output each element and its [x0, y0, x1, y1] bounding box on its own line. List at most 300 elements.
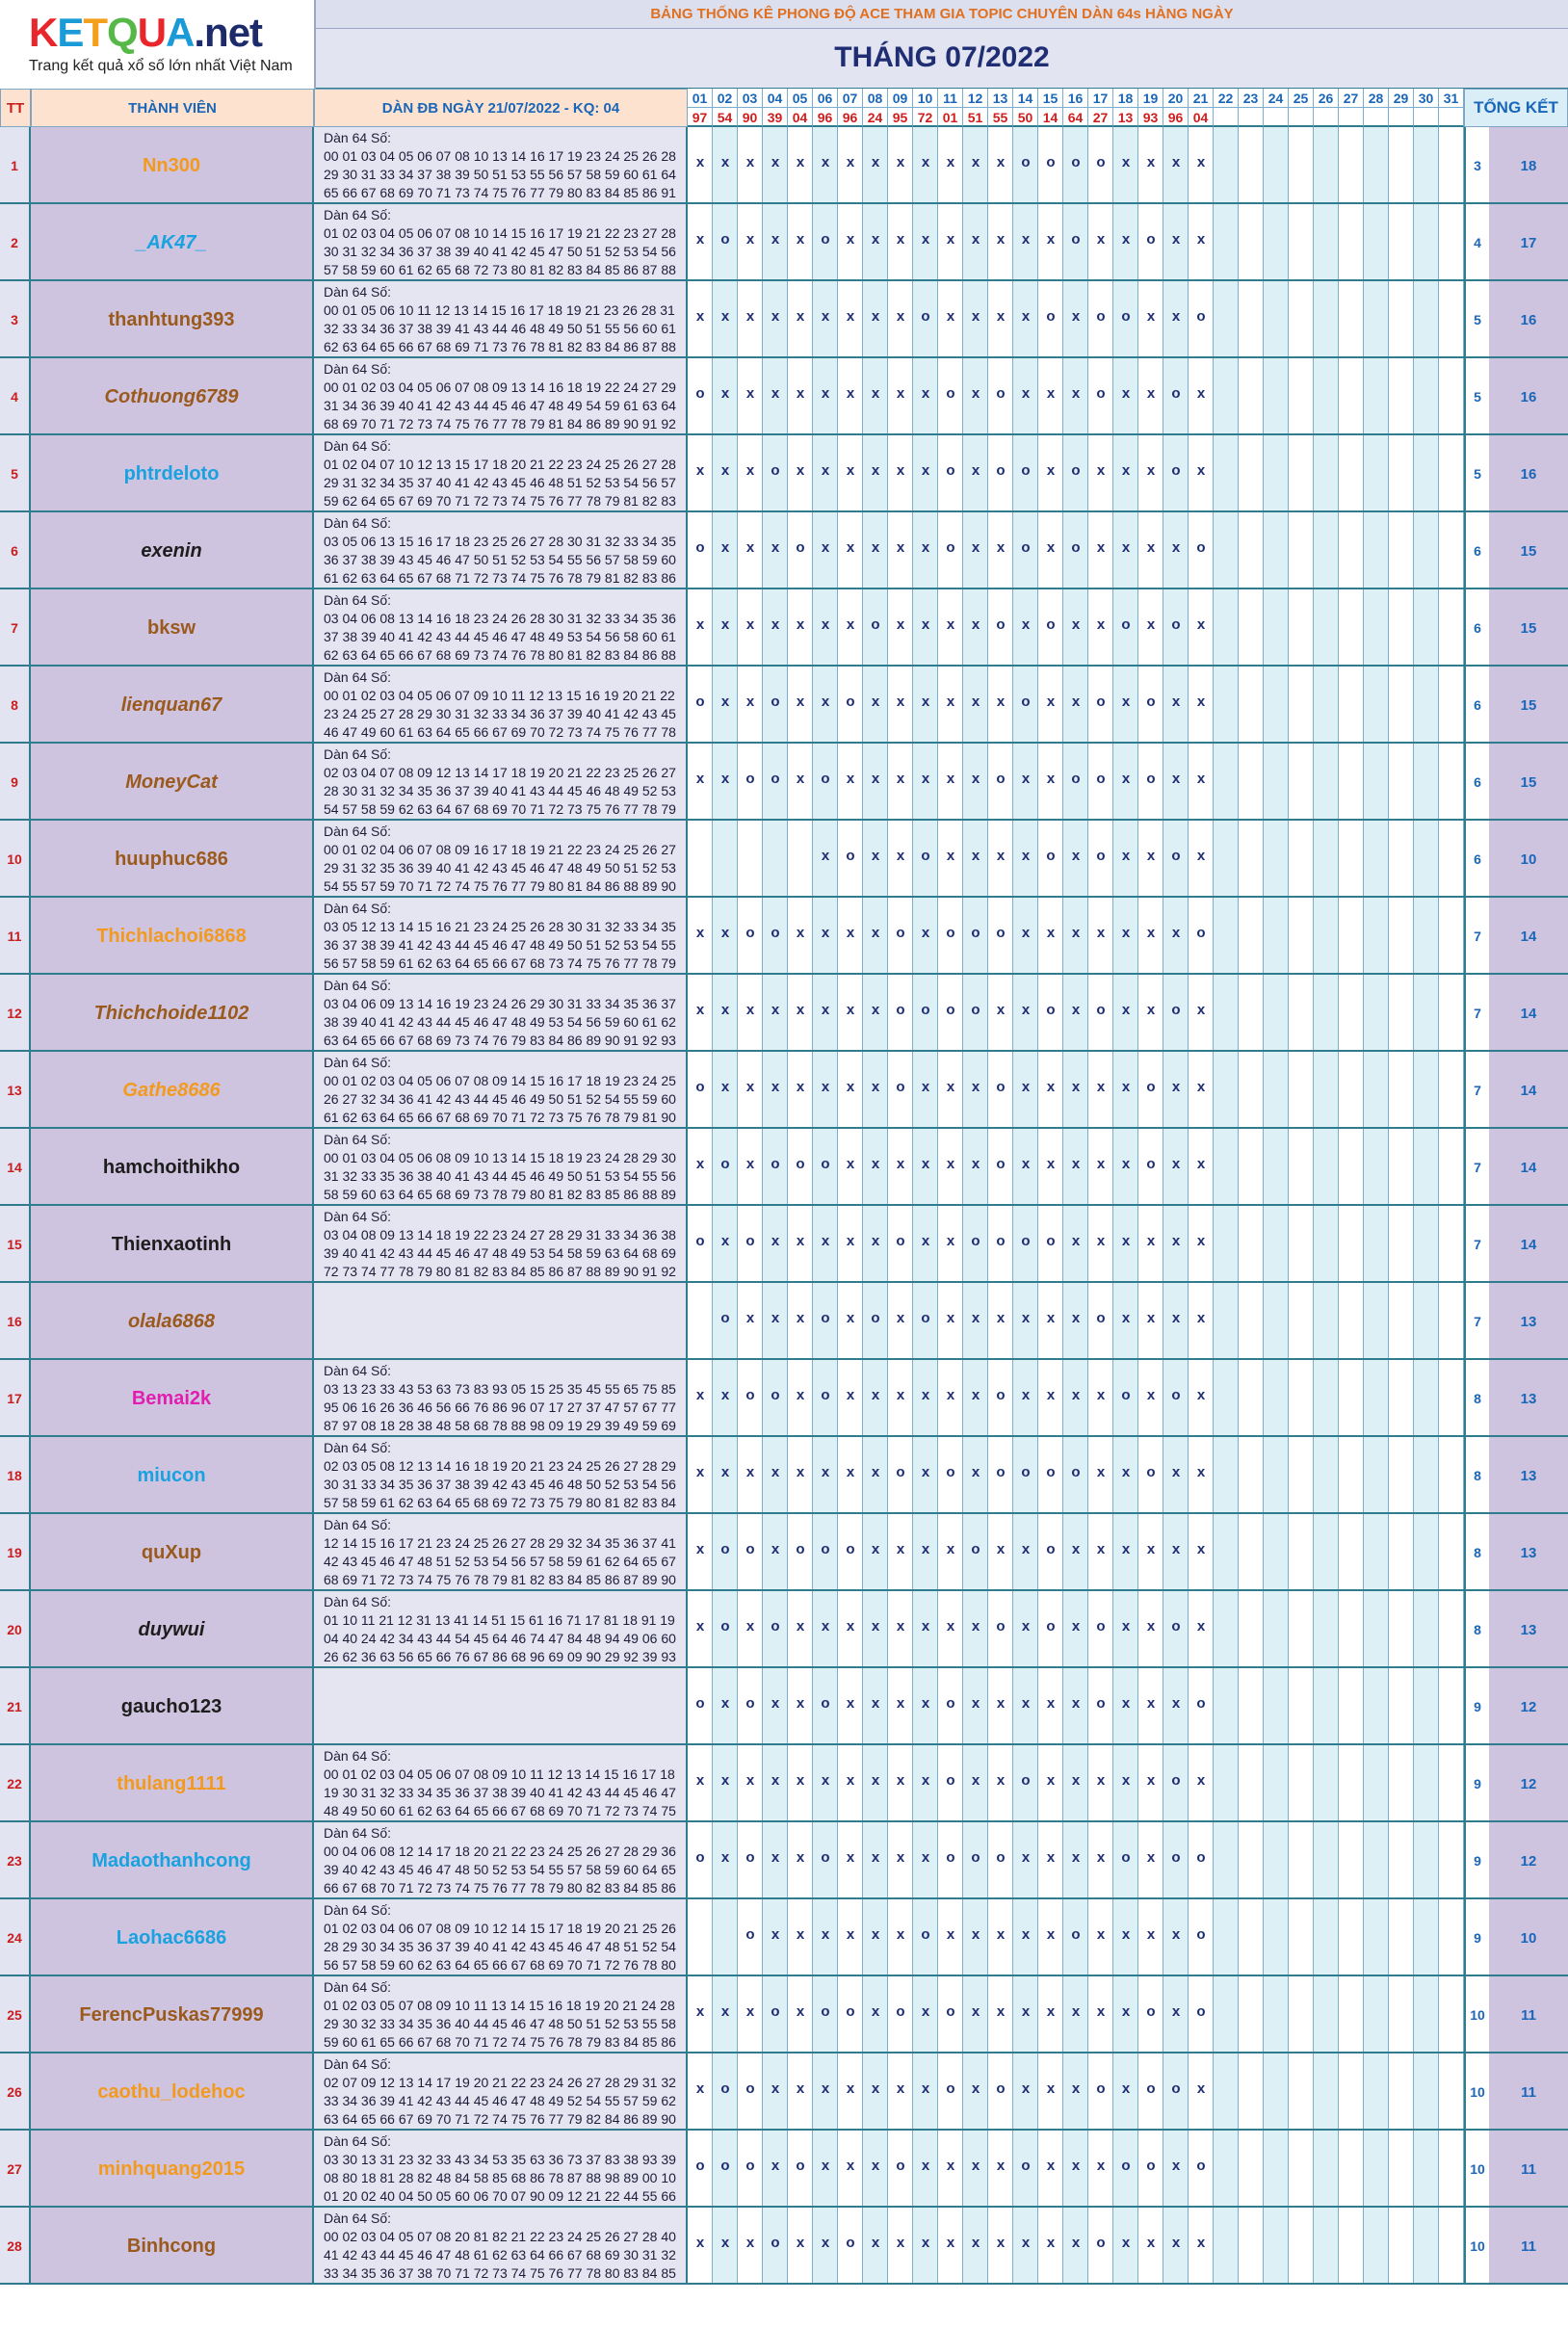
member-name[interactable]: bksw — [31, 589, 314, 667]
day-cell — [1163, 744, 1189, 821]
hit-mark: o — [996, 462, 1006, 479]
day-cell — [1339, 1668, 1364, 1745]
day-cell — [1439, 1514, 1464, 1591]
miss-mark: x — [1146, 1772, 1156, 1789]
day-cell — [1439, 975, 1464, 1052]
member-name[interactable]: minhquang2015 — [31, 2131, 314, 2208]
day-cell — [888, 1591, 913, 1668]
day-cell — [963, 1668, 988, 1745]
day-cell — [938, 1745, 963, 1822]
miss-mark: x — [971, 2158, 980, 2174]
day-cell — [838, 127, 863, 204]
day-cell — [888, 1899, 913, 1976]
day-cell — [888, 1976, 913, 2053]
miss-mark: x — [796, 771, 805, 787]
miss-mark: x — [695, 2235, 705, 2251]
day-cell — [1138, 435, 1163, 512]
day-cell — [1138, 1360, 1163, 1437]
day-cell — [963, 1822, 988, 1899]
member-name[interactable]: lienquan67 — [31, 667, 314, 744]
day-cell — [713, 2131, 738, 2208]
miss-mark: x — [1171, 308, 1181, 325]
day-cell — [863, 1283, 888, 1360]
miss-mark: x — [871, 1156, 880, 1172]
result-27 — [1339, 108, 1364, 127]
day-cell — [1389, 204, 1414, 281]
day-cell — [1364, 1437, 1389, 1514]
day-cell — [1063, 821, 1088, 898]
day-cell — [1113, 127, 1138, 204]
miss-mark: x — [996, 693, 1006, 710]
day-cell — [1239, 281, 1264, 358]
day-cell — [938, 2053, 963, 2131]
day-cell — [1138, 1514, 1163, 1591]
day-cell — [1214, 1591, 1239, 1668]
hit-mark: o — [921, 308, 930, 325]
hit-mark: o — [1071, 539, 1081, 556]
day-cell — [1264, 1129, 1289, 1206]
miss-mark: x — [1121, 1541, 1131, 1557]
hit-mark: o — [720, 2080, 730, 2097]
day-cell — [1289, 204, 1314, 281]
day-cell — [1364, 1899, 1389, 1976]
day-cell — [1414, 204, 1439, 281]
day-cell — [813, 821, 838, 898]
day-cell — [1163, 1976, 1189, 2053]
member-name[interactable]: thanhtung393 — [31, 281, 314, 358]
miss-mark: x — [871, 385, 880, 402]
day-cell — [963, 744, 988, 821]
day-cell — [1088, 1052, 1113, 1129]
miss-mark: x — [846, 1233, 855, 1249]
miss-mark: x — [771, 2158, 780, 2174]
day-cell — [863, 1360, 888, 1437]
logo-letter: .net — [194, 10, 263, 55]
day-cell — [1038, 1283, 1063, 1360]
miss-mark: x — [796, 154, 805, 170]
miss-mark: x — [896, 771, 905, 787]
day-cell — [1264, 281, 1289, 358]
member-name[interactable]: Cothuong6789 — [31, 358, 314, 435]
miss-mark: x — [821, 539, 830, 556]
day-cell — [1389, 589, 1414, 667]
day-cell — [1038, 1822, 1063, 1899]
day-cell — [838, 589, 863, 667]
day-cell — [1214, 204, 1239, 281]
day-cell — [1063, 1822, 1088, 1899]
hit-mark: o — [946, 1849, 955, 1866]
day-cell — [1414, 435, 1439, 512]
member-name[interactable]: huuphuc686 — [31, 821, 314, 898]
day-cell — [863, 1976, 888, 2053]
miss-mark: x — [921, 1079, 930, 1095]
miss-mark: x — [871, 1464, 880, 1480]
miss-mark: x — [1146, 925, 1156, 941]
day-cell — [1088, 1745, 1113, 1822]
day-cell — [938, 127, 963, 204]
day-cell — [888, 1514, 913, 1591]
day-cell — [1414, 667, 1439, 744]
day-cell — [1339, 975, 1364, 1052]
day-cell — [1138, 1668, 1163, 1745]
day-cell — [788, 435, 813, 512]
hit-mark: o — [1021, 1772, 1031, 1789]
day-cell — [1389, 1899, 1414, 1976]
day-cell — [738, 1437, 763, 1514]
hit-mark: o — [1046, 616, 1056, 633]
day-cell — [1339, 2131, 1364, 2208]
result-05: 04 — [788, 108, 813, 127]
miss-mark: x — [896, 1156, 905, 1172]
day-cell — [1264, 1976, 1289, 2053]
member-name[interactable]: MoneyCat — [31, 744, 314, 821]
member-name[interactable]: gaucho123 — [31, 1668, 314, 1745]
hit-mark: o — [996, 1464, 1006, 1480]
member-name[interactable]: Madaothanhcong — [31, 1822, 314, 1899]
member-name[interactable]: phtrdeloto — [31, 435, 314, 512]
day-cell — [1314, 435, 1339, 512]
hit-mark: o — [1021, 462, 1031, 479]
day-cell — [1113, 2208, 1138, 2285]
member-name[interactable]: thulang1111 — [31, 1745, 314, 1822]
day-cell — [1013, 1437, 1038, 1514]
day-cell — [1439, 1976, 1464, 2053]
day-cell — [1239, 898, 1264, 975]
member-name[interactable]: Thienxaotinh — [31, 1206, 314, 1283]
miss-mark: x — [846, 1772, 855, 1789]
summary-total: 13 — [1489, 1591, 1568, 1668]
miss-mark: x — [796, 1926, 805, 1943]
dan-label: Dàn 64 Số: — [324, 361, 392, 377]
day-cell — [888, 127, 913, 204]
day-cell — [888, 204, 913, 281]
dan-numbers — [314, 204, 688, 281]
day-cell — [938, 1976, 963, 2053]
day-cell — [838, 435, 863, 512]
dan-list: 02 07 09 12 13 14 17 19 20 21 22 23 24 26 27 28 29 31 32 33 34 36 39 41 42 43 44 45 46 47 48 49 52 54 55 57 59 62 63 64 65 66 67 69 70 71 72 74 75 76 77 79 82 84 86 89 90 — [324, 2075, 676, 2127]
day-cell — [788, 1976, 813, 2053]
miss-mark: x — [921, 771, 930, 787]
miss-mark: x — [996, 539, 1006, 556]
miss-mark: x — [1171, 1541, 1181, 1557]
miss-mark: x — [1096, 539, 1106, 556]
day-cell — [988, 1129, 1013, 1206]
day-cell — [1439, 667, 1464, 744]
summary-total: 13 — [1489, 1514, 1568, 1591]
day-cell — [1088, 898, 1113, 975]
day-cell — [713, 358, 738, 435]
miss-mark: x — [1021, 231, 1031, 248]
member-name[interactable]: duywui — [31, 1591, 314, 1668]
day-cell — [1314, 204, 1339, 281]
row-number: 25 — [0, 1976, 31, 2053]
hit-mark: o — [821, 2003, 830, 2020]
day-cell — [1289, 281, 1314, 358]
day-cell — [863, 1822, 888, 1899]
day-cell — [1163, 435, 1189, 512]
miss-mark: x — [946, 308, 955, 325]
miss-mark: x — [821, 1926, 830, 1943]
day-cell — [1289, 512, 1314, 589]
day-cell — [913, 744, 938, 821]
hit-mark: o — [946, 925, 955, 941]
miss-mark: x — [771, 1464, 780, 1480]
miss-mark: x — [1021, 925, 1031, 941]
day-cell — [1364, 1514, 1389, 1591]
day-cell — [763, 589, 788, 667]
day-cell — [1239, 975, 1264, 1052]
day-cell — [1389, 2208, 1414, 2285]
member-name[interactable]: Thichchoide1102 — [31, 975, 314, 1052]
day-19: 19 — [1138, 89, 1163, 108]
day-cell — [1389, 1360, 1414, 1437]
day-cell — [1314, 1437, 1339, 1514]
header-dan: DÀN ĐB NGÀY 21/07/2022 - KQ: 04 — [314, 89, 688, 127]
hit-mark: o — [1096, 1695, 1106, 1712]
day-cell — [1013, 1976, 1038, 2053]
hit-mark: o — [1071, 1464, 1081, 1480]
day-cell — [838, 2208, 863, 2285]
day-cell — [788, 127, 813, 204]
miss-mark: x — [771, 1772, 780, 1789]
miss-mark: x — [796, 231, 805, 248]
day-cell — [888, 1822, 913, 1899]
day-cell — [1038, 1514, 1063, 1591]
hit-mark: o — [745, 1849, 755, 1866]
miss-mark: x — [720, 308, 730, 325]
miss-mark: x — [1071, 1233, 1081, 1249]
ketqua-logo[interactable] — [0, 0, 316, 89]
day-cell — [1063, 975, 1088, 1052]
member-name[interactable]: olala6868 — [31, 1283, 314, 1360]
miss-mark: x — [1021, 616, 1031, 633]
day-cell — [913, 821, 938, 898]
day-cell — [1414, 1129, 1439, 1206]
day-cell — [1439, 358, 1464, 435]
day-cell — [688, 1745, 713, 1822]
hit-mark: o — [1171, 1002, 1181, 1018]
summary-hits: 7 — [1464, 1206, 1489, 1283]
day-cell — [788, 1822, 813, 1899]
member-name[interactable]: Bemai2k — [31, 1360, 314, 1437]
day-cell — [813, 2053, 838, 2131]
miss-mark: x — [1021, 1541, 1031, 1557]
day-cell — [713, 1668, 738, 1745]
summary-hits: 8 — [1464, 1591, 1489, 1668]
day-cell — [888, 281, 913, 358]
day-cell — [1214, 975, 1239, 1052]
summary-total: 12 — [1489, 1822, 1568, 1899]
day-cell — [1063, 898, 1088, 975]
dan-label: Dàn 64 Số: — [324, 592, 392, 608]
day-cell — [713, 1976, 738, 2053]
day-cell — [1138, 1052, 1163, 1129]
member-name[interactable]: Nn300 — [31, 127, 314, 204]
miss-mark: x — [971, 539, 980, 556]
day-cell — [713, 898, 738, 975]
miss-mark: x — [921, 2003, 930, 2020]
day-cell — [1013, 589, 1038, 667]
day-cell — [1038, 2053, 1063, 2131]
day-cell — [988, 1283, 1013, 1360]
day-cell — [1013, 1899, 1038, 1976]
day-cell — [1264, 744, 1289, 821]
miss-mark: x — [745, 2003, 755, 2020]
miss-mark: x — [921, 2158, 930, 2174]
day-cell — [988, 358, 1013, 435]
day-cell — [1189, 2053, 1214, 2131]
miss-mark: x — [871, 2158, 880, 2174]
dan-numbers — [314, 1745, 688, 1822]
day-cell — [1013, 2053, 1038, 2131]
miss-mark: x — [821, 616, 830, 633]
day-cell — [1038, 1206, 1063, 1283]
day-cell — [788, 1052, 813, 1129]
day-cell — [988, 744, 1013, 821]
member-name[interactable]: Gathe8686 — [31, 1052, 314, 1129]
day-cell — [713, 1745, 738, 1822]
miss-mark: x — [921, 925, 930, 941]
miss-mark: x — [846, 2158, 855, 2174]
day-cell — [938, 1206, 963, 1283]
day-cell — [788, 975, 813, 1052]
member-name[interactable]: quXup — [31, 1514, 314, 1591]
hit-mark: o — [1021, 1233, 1031, 1249]
row-number: 14 — [0, 1129, 31, 1206]
hit-mark: o — [745, 2158, 755, 2174]
day-cell — [888, 821, 913, 898]
miss-mark: x — [846, 1310, 855, 1326]
logo-letter: U — [137, 10, 167, 55]
miss-mark: x — [745, 2235, 755, 2251]
day-cell — [888, 1437, 913, 1514]
member-name[interactable]: caothu_lodehoc — [31, 2053, 314, 2131]
day-02: 02 — [713, 89, 738, 108]
day-cell — [1088, 1822, 1113, 1899]
miss-mark: x — [1046, 1079, 1056, 1095]
miss-mark: x — [846, 308, 855, 325]
dan-numbers — [314, 512, 688, 589]
day-cell — [1189, 435, 1214, 512]
member-name[interactable]: exenin — [31, 512, 314, 589]
day-cell — [813, 2208, 838, 2285]
member-name[interactable]: miucon — [31, 1437, 314, 1514]
day-cell — [1314, 2208, 1339, 2285]
member-name[interactable]: Thichlachoi6868 — [31, 898, 314, 975]
hit-mark: o — [1171, 1849, 1181, 1866]
day-12: 12 — [963, 89, 988, 108]
day-cell — [1038, 358, 1063, 435]
summary-total: 16 — [1489, 358, 1568, 435]
member-name[interactable]: _AK47_ — [31, 204, 314, 281]
miss-mark: x — [1196, 1618, 1206, 1635]
summary-hits: 7 — [1464, 975, 1489, 1052]
miss-mark: x — [771, 1079, 780, 1095]
miss-mark: x — [921, 1387, 930, 1403]
miss-mark: x — [1146, 2235, 1156, 2251]
member-name[interactable]: FerencPuskas77999 — [31, 1976, 314, 2053]
hit-mark: o — [720, 2158, 730, 2174]
day-cell — [1339, 744, 1364, 821]
miss-mark: x — [921, 462, 930, 479]
day-cell — [1314, 589, 1339, 667]
miss-mark: x — [695, 2080, 705, 2097]
day-cell — [938, 358, 963, 435]
day-cell — [738, 1745, 763, 1822]
miss-mark: x — [1196, 1310, 1206, 1326]
day-cell — [1138, 589, 1163, 667]
day-cell — [788, 1591, 813, 1668]
day-cell — [1013, 1822, 1038, 1899]
day-cell — [963, 1514, 988, 1591]
day-cell — [813, 667, 838, 744]
day-cell — [788, 512, 813, 589]
miss-mark: x — [1021, 1926, 1031, 1943]
day-cell — [1289, 1283, 1314, 1360]
day-cell — [1063, 667, 1088, 744]
miss-mark: x — [1046, 1772, 1056, 1789]
hit-mark: o — [1121, 2158, 1131, 2174]
miss-mark: x — [1146, 1849, 1156, 1866]
dan-list: 00 01 02 03 04 05 06 07 08 09 13 14 16 18 19 22 24 27 29 31 34 36 39 40 41 42 43 44 45 46 47 48 49 54 59 61 63 64 68 69 70 71 72 73 74 75 76 77 78 79 81 84 86 89 90 91 92 — [324, 379, 676, 432]
miss-mark: x — [971, 385, 980, 402]
day-cell — [1088, 1206, 1113, 1283]
miss-mark: x — [821, 1618, 830, 1635]
miss-mark: x — [946, 1156, 955, 1172]
day-cell — [1289, 1052, 1314, 1129]
dan-numbers — [314, 2208, 688, 2285]
day-cell — [1113, 1745, 1138, 1822]
row-number: 15 — [0, 1206, 31, 1283]
miss-mark: x — [1171, 154, 1181, 170]
miss-mark: x — [1021, 1387, 1031, 1403]
day-cell — [1013, 1591, 1038, 1668]
day-cell — [1163, 2131, 1189, 2208]
day-cell — [1088, 589, 1113, 667]
day-cell — [1414, 1668, 1439, 1745]
miss-mark: x — [1071, 1772, 1081, 1789]
day-cell — [1214, 667, 1239, 744]
day-cell — [738, 1360, 763, 1437]
day-cell — [913, 1437, 938, 1514]
miss-mark: x — [871, 1541, 880, 1557]
miss-mark: x — [921, 539, 930, 556]
miss-mark: x — [946, 771, 955, 787]
member-name[interactable]: Laohac6686 — [31, 1899, 314, 1976]
miss-mark: x — [1096, 2003, 1106, 2020]
day-cell — [888, 358, 913, 435]
day-cell — [938, 1360, 963, 1437]
day-cell — [963, 975, 988, 1052]
day-cell — [813, 127, 838, 204]
miss-mark: x — [896, 385, 905, 402]
day-cell — [1264, 1745, 1289, 1822]
day-cell — [913, 1206, 938, 1283]
day-13: 13 — [988, 89, 1013, 108]
day-cell — [688, 358, 713, 435]
day-cell — [863, 898, 888, 975]
member-name[interactable]: hamchoithikho — [31, 1129, 314, 1206]
miss-mark: x — [971, 616, 980, 633]
summary-hits: 6 — [1464, 589, 1489, 667]
day-cell — [1314, 1360, 1339, 1437]
miss-mark: x — [745, 539, 755, 556]
member-name[interactable]: Binhcong — [31, 2208, 314, 2285]
miss-mark: x — [771, 308, 780, 325]
day-cell — [1289, 1976, 1314, 2053]
day-cell — [1439, 589, 1464, 667]
day-cell — [1364, 1976, 1389, 2053]
